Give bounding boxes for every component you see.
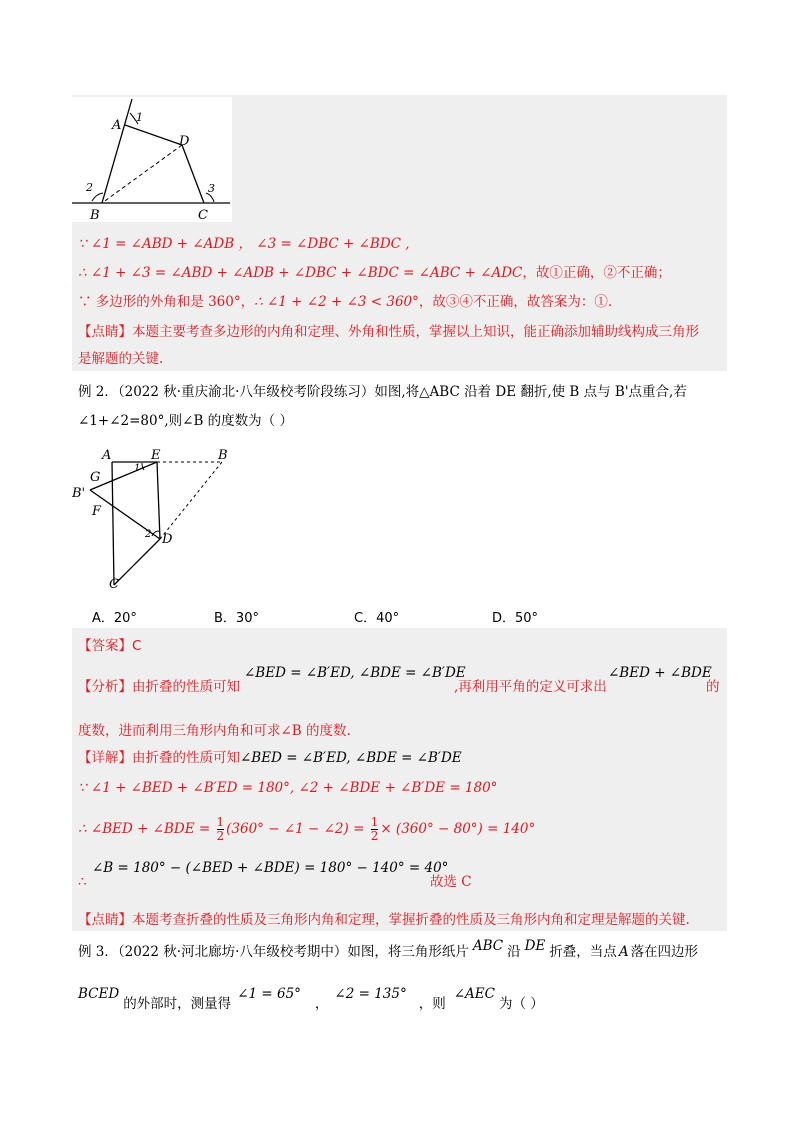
example-3-title: 例 3．（2022 秋·河北廊坊·八年级校考期中）如图，将三角形纸片 ABC 沿 DE 折叠，当点 A 落在四边形 xyxy=(78,938,699,960)
detail-head: 【详解】由折叠的性质可知∠BED = ∠B′ED, ∠BDE = ∠B′DE xyxy=(78,750,462,766)
proof-line-1: ∵ ∠1 = ∠ABD + ∠ADB ， ∠3 = ∠DBC + ∠BDC , xyxy=(78,236,410,252)
option-b[interactable]: B．30° xyxy=(214,611,259,626)
analysis-text-3: 的 xyxy=(706,679,720,695)
detail-step-3: ∠B = 180° − (∠BED + ∠BDE) = 180° − 140° = 40° xyxy=(92,860,449,876)
answer: 【答案】C xyxy=(78,638,142,654)
fraction-half: $\frac{1}{2}$ xyxy=(216,815,225,843)
option-d[interactable]: D．50° xyxy=(492,611,539,626)
fig2-label-e: E xyxy=(151,448,161,463)
fig2-label-2: 2 xyxy=(145,529,152,540)
fig1-label-1: 1 xyxy=(136,111,143,124)
example-3-title-cont: BCED的外部时，测量得∠1 = 65°，∠2 = 135°，则∠AEC为（ ） xyxy=(78,986,544,1012)
analysis-math-1: ∠BED = ∠B′ED, ∠BDE = ∠B′DE xyxy=(244,665,466,681)
analysis-text-2: ,再利用平角的定义可求出 xyxy=(454,679,607,695)
detail-step-1: ∵ ∠1 + ∠BED + ∠B′ED = 180°, ∠2 + ∠BDE + ∠B′DE = 180° xyxy=(78,780,498,796)
figure-quadrilateral xyxy=(72,97,232,222)
fig2-label-d: D xyxy=(162,532,173,547)
detail-step-2: ∴ ∠BED + ∠BDE = $\frac{1}{2}$ (360° − ∠1 − ∠2) = $\frac{1}{2}$ × (360° − 80°) = 140° xyxy=(78,815,536,843)
option-c[interactable]: C．40° xyxy=(354,611,400,626)
example-2-title: 例 2．（2022 秋·重庆渝北·八年级校考阶段练习）如图,将△ABC 沿着 DE 翻折,使 B 点与 B'点重合,若 xyxy=(78,384,687,400)
analysis-math-2: ∠BED + ∠BDE xyxy=(608,665,712,681)
example-2-title-cont: ∠1+∠2=80°,则∠B 的度数为（ ） xyxy=(78,413,293,429)
comment-1-cont: 是解题的关键. xyxy=(78,351,164,367)
detail-step-3-symbol: ∴ xyxy=(78,874,87,890)
option-a[interactable]: A．20° xyxy=(92,611,137,626)
figure-fold-triangle xyxy=(72,445,247,590)
fig1-label-3: 3 xyxy=(208,182,215,195)
comment-1: 【点睛】本题主要考查多边形的内角和定理、外角和性质，掌握以上知识，能正确添加辅助线构成三角形 xyxy=(78,324,699,340)
detail-conclusion: 故选 C xyxy=(430,874,472,890)
fig2-label-b-prime: B' xyxy=(72,486,86,501)
analysis-cont: 度数，进而利用三角形内角和可求∠B 的度数. xyxy=(78,723,351,739)
analysis-label-and-text: 【分析】由折叠的性质可知 xyxy=(78,679,240,695)
proof-line-3: ∵ 多边形的外角和是 360°，∴ ∠1 + ∠2 + ∠3 < 360°，故③④不正确，故答案为：①. xyxy=(78,294,613,310)
fig2-label-f: F xyxy=(92,504,102,519)
proof-line-2: ∴ ∠1 + ∠3 = ∠ABD + ∠ADB + ∠DBC + ∠BDC = ∠ABC + ∠ADC，故①正确，②不正确； xyxy=(78,265,671,281)
fig2-label-b: B xyxy=(218,448,228,463)
comment-2: 【点睛】本题考查折叠的性质及三角形内角和定理，掌握折叠的性质及三角形内角和定理是解题的关键. xyxy=(78,912,690,928)
fig2-label-c: C xyxy=(109,577,119,590)
fig2-label-1: 1 xyxy=(134,463,141,474)
fig1-label-d: D xyxy=(179,134,190,149)
fig2-label-g: G xyxy=(90,470,101,485)
fig1-label-2: 2 xyxy=(86,181,93,194)
fig1-label-c: C xyxy=(198,208,208,222)
fig2-label-a: A xyxy=(102,448,112,463)
fraction-half-2: $\frac{1}{2}$ xyxy=(370,815,379,843)
fig1-label-a: A xyxy=(112,118,122,133)
fig1-label-b: B xyxy=(90,208,100,222)
